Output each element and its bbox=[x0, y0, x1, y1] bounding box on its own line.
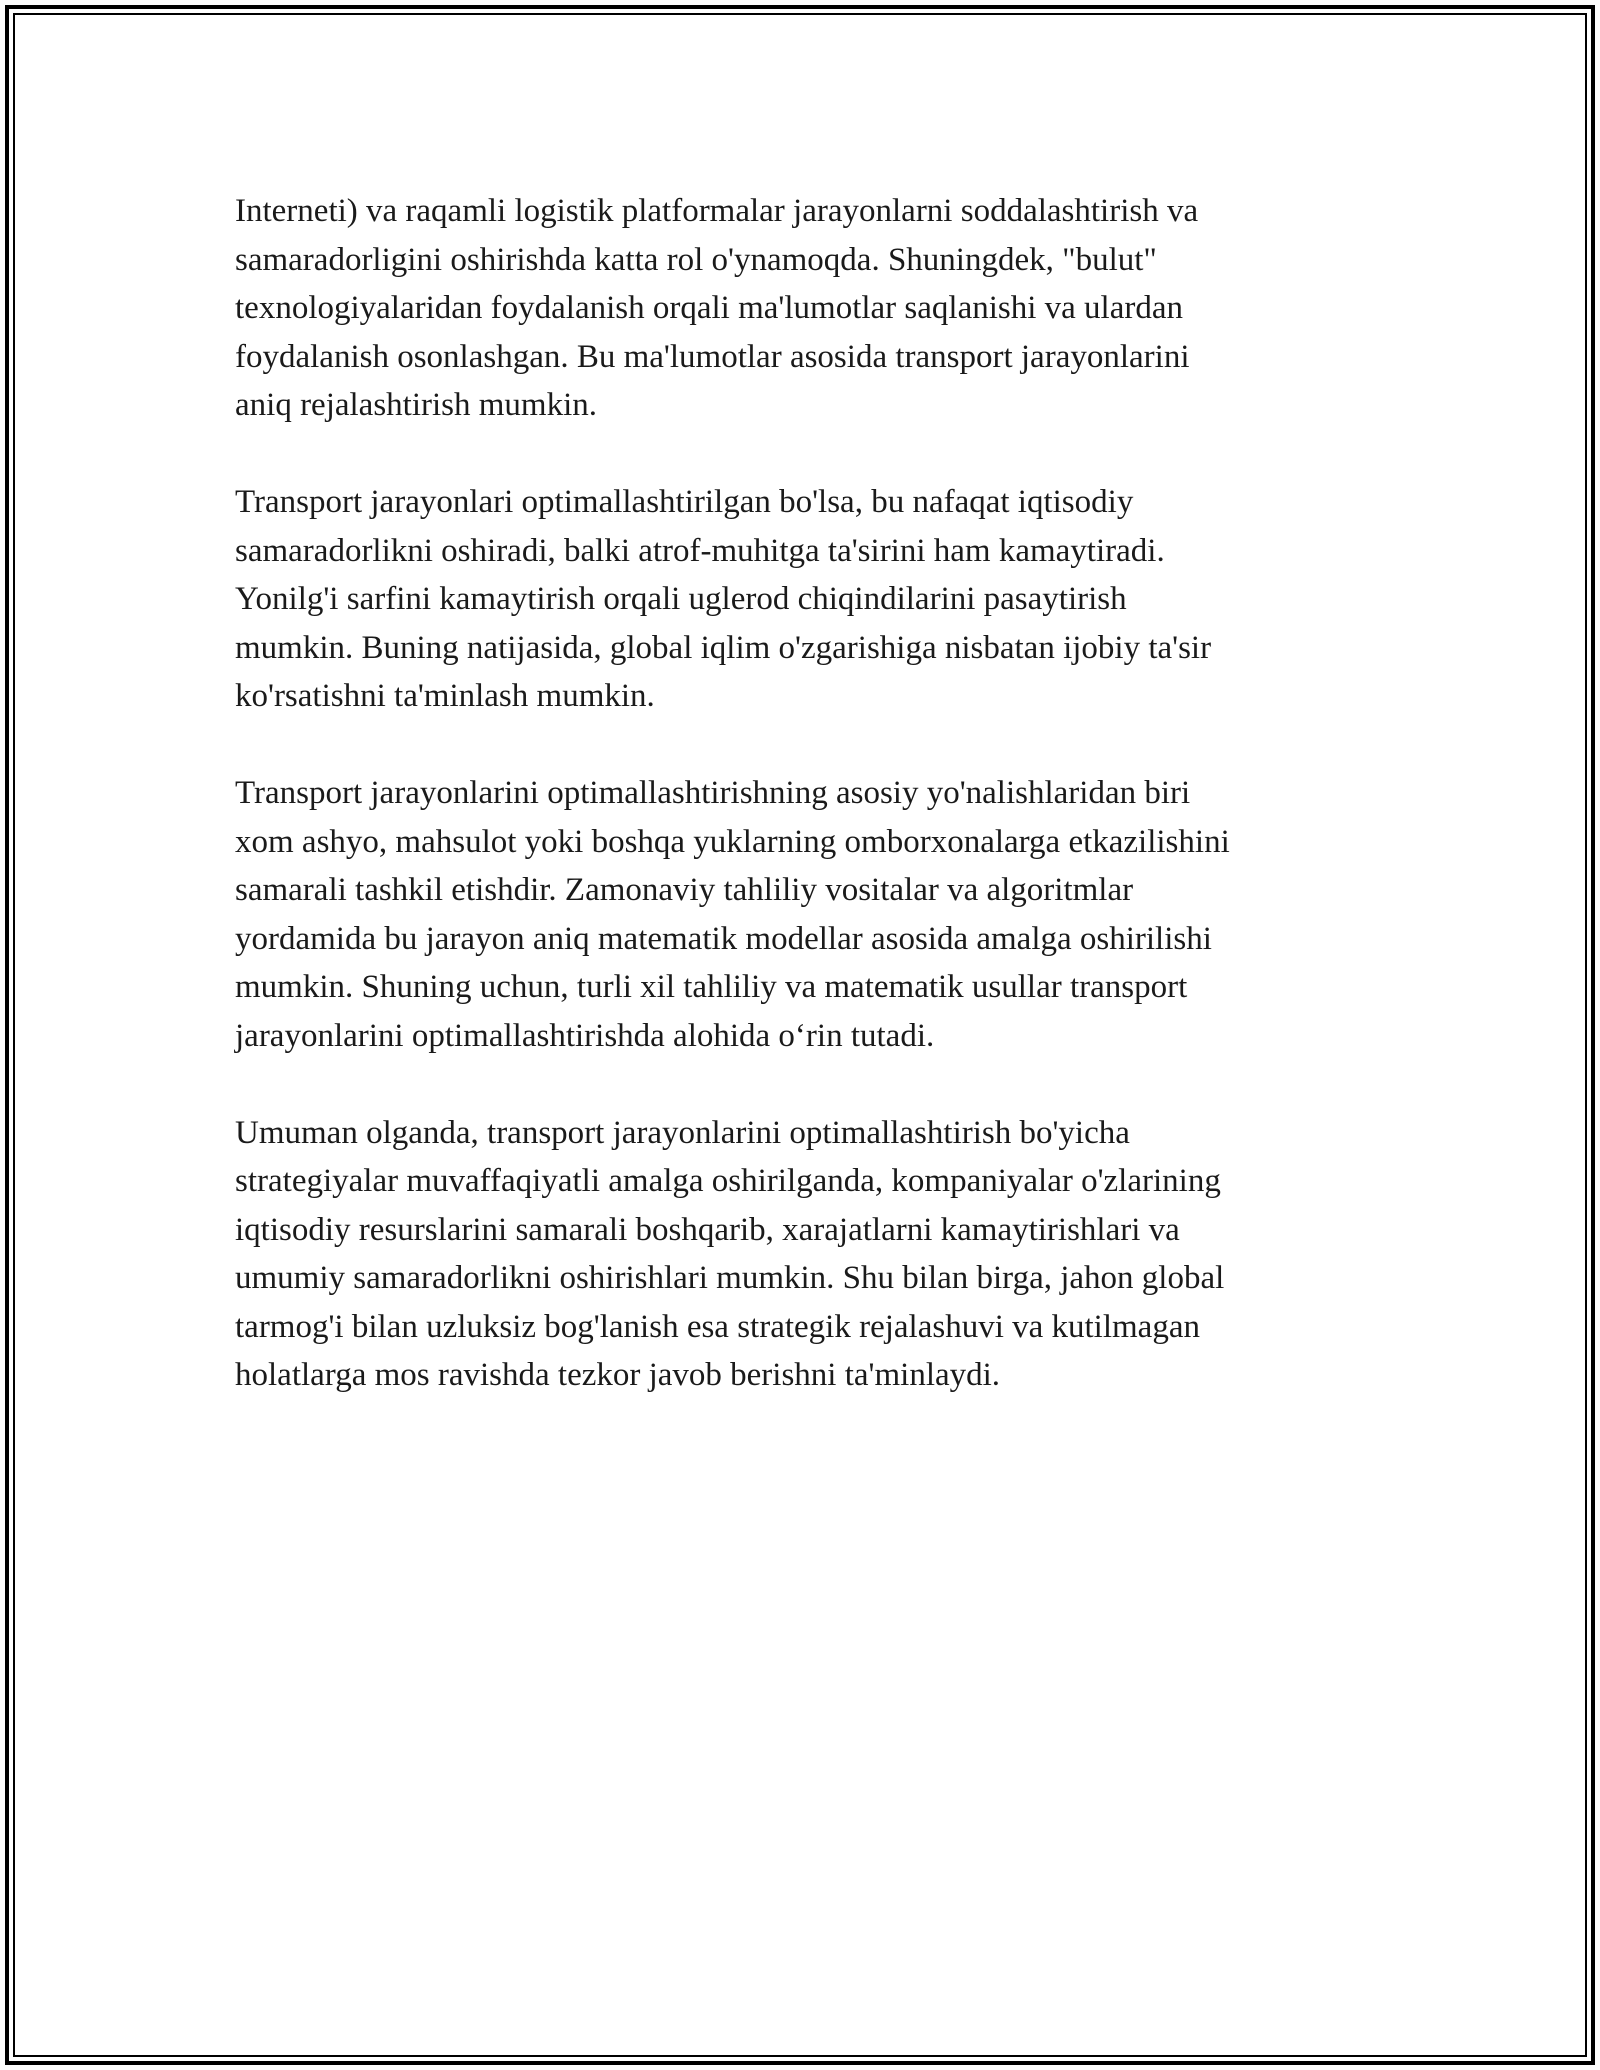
paragraph-3 bbox=[235, 769, 1365, 1060]
text-line: mumkin. Shuning uchun, turli xil tahliliy va matematik usullar transport bbox=[235, 969, 1188, 1005]
paragraph-4 bbox=[235, 1109, 1365, 1400]
text-line: umumiy samaradorlikni oshirishlari mumkin. Shu bilan birga, jahon global bbox=[235, 1260, 1225, 1296]
text-line: samarali tashkil etishdir. Zamonaviy tahliliy vositalar va algoritmlar bbox=[235, 872, 1134, 908]
document-body bbox=[235, 187, 1365, 1400]
text-line: texnologiyalaridan foydalanish orqali ma'lumotlar saqlanishi va ulardan bbox=[235, 290, 1184, 326]
text-line: jarayonlarini optimallashtirishda alohida o‘rin tutadi. bbox=[235, 1017, 935, 1054]
text-line: strategiyalar muvaffaqiyatli amalga oshirilganda, kompaniyalar o'zlarining bbox=[235, 1163, 1221, 1199]
text-line: Transport jarayonlari optimallashtirilgan bo'lsa, bu nafaqat iqtisodiy bbox=[235, 484, 1134, 520]
text-line: Transport jarayonlarini optimallashtirishning asosiy yo'nalishlaridan biri bbox=[235, 775, 1191, 811]
text-line: samaradorligini oshirishda katta rol o'ynamoqda. Shuningdek, "bulut" bbox=[235, 241, 1157, 278]
text-line: samaradorlikni oshiradi, balki atrof-muhitga ta'sirini ham kamaytiradi. bbox=[235, 532, 1165, 569]
paragraph-2 bbox=[235, 478, 1365, 721]
text-line: iqtisodiy resurslarini samarali boshqarib, xarajatlarni kamaytirishlari va bbox=[235, 1211, 1180, 1248]
text-line: Umuman olganda, transport jarayonlarini optimallashtirish bo'yicha bbox=[235, 1114, 1130, 1151]
text-line: holatlarga mos ravishda tezkor javob berishni ta'minlaydi. bbox=[235, 1357, 1001, 1393]
text-line: mumkin. Buning natijasida, global iqlim o'zgarishiga nisbatan ijobiy ta'sir bbox=[235, 629, 1212, 666]
text-line: xom ashyo, mahsulot yoki boshqa yuklarning omborxonalarga etkazilishini bbox=[235, 823, 1230, 860]
text-line: Interneti) va raqamli logistik platformalar jarayonlarni soddalashtirish va bbox=[235, 193, 1199, 229]
text-line: aniq rejalashtirish mumkin. bbox=[235, 387, 598, 423]
text-line: tarmog'i bilan uzluksiz bog'lanish esa strategik rejalashuvi va kutilmagan bbox=[235, 1308, 1200, 1345]
text-line: yordamida bu jarayon aniq matematik modellar asosida amalga oshirilishi bbox=[235, 920, 1212, 957]
paragraph-1 bbox=[235, 187, 1365, 430]
text-line: Yonilg'i sarfini kamaytirish orqali uglerod chiqindilarini pasaytirish bbox=[235, 581, 1127, 617]
text-line: ko'rsatishni ta'minlash mumkin. bbox=[235, 678, 655, 714]
text-line: foydalanish osonlashgan. Bu ma'lumotlar asosida transport jarayonlarini bbox=[235, 338, 1190, 375]
